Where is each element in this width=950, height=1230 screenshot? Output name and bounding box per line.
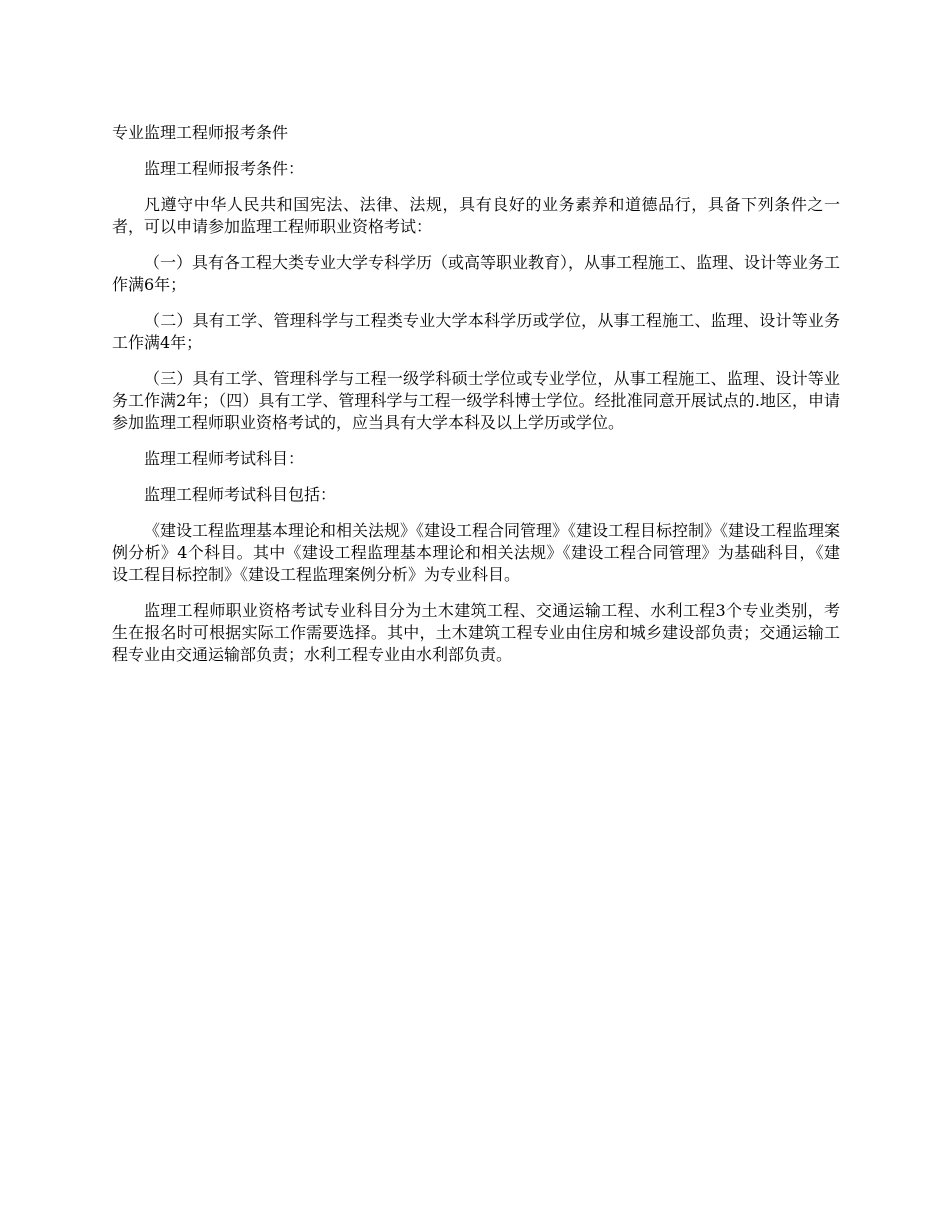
- paragraph-condition-2: （二）具有工学、管理科学与工程类专业大学本科学历或学位，从事工程施工、监理、设计等业务工作满4年；: [112, 311, 840, 352]
- paragraph-condition-3-4: （三）具有工学、管理科学与工程一级学科硕士学位或专业学位，从事工程施工、监理、设计等业务工作满2年；（四）具有工学、管理科学与工程一级学科博士学位。经批准同意开展试点的.地区，申请参加监理工程师职业资格考试的，应当具有大学本科及以上学历或学位。: [112, 369, 840, 432]
- paragraph-condition-1: （一）具有各工程大类专业大学专科学历（或高等职业教育），从事工程施工、监理、设计等业务工作满6年；: [112, 253, 841, 294]
- paragraph-general-requirement: 凡遵守中华人民共和国宪法、法律、法规，具有良好的业务素养和道德品行，具备下列条件之一者，可以申请参加监理工程师职业资格考试：: [112, 195, 840, 236]
- document-title: 专业监理工程师报考条件: [112, 123, 289, 142]
- paragraph-requirements-heading: 监理工程师报考条件：: [144, 159, 305, 178]
- paragraph-subjects-intro: 监理工程师考试科目包括：: [144, 485, 337, 504]
- paragraph-subjects-list: 《建设工程监理基本理论和相关法规》《建设工程合同管理》《建设工程目标控制》《建设工程监理案例分析》4个科目。其中《建设工程监理基本理论和相关法规》《建设工程合同管理》为基础科目，《建设工程目标控制》《建设工程监理案例分析》为专业科目。: [112, 521, 841, 584]
- paragraph-specialty-categories: 监理工程师职业资格考试专业科目分为土木建筑工程、交通运输工程、水利工程3个专业类别，考生在报名时可根据实际工作需要选择。其中，土木建筑工程专业由住房和城乡建设部负责；交通运输工程专业由交通运输部负责；水利工程专业由水利部负责。: [112, 601, 840, 664]
- document-page: [112, 122, 840, 680]
- paragraph-subjects-heading: 监理工程师考试科目：: [144, 449, 305, 468]
